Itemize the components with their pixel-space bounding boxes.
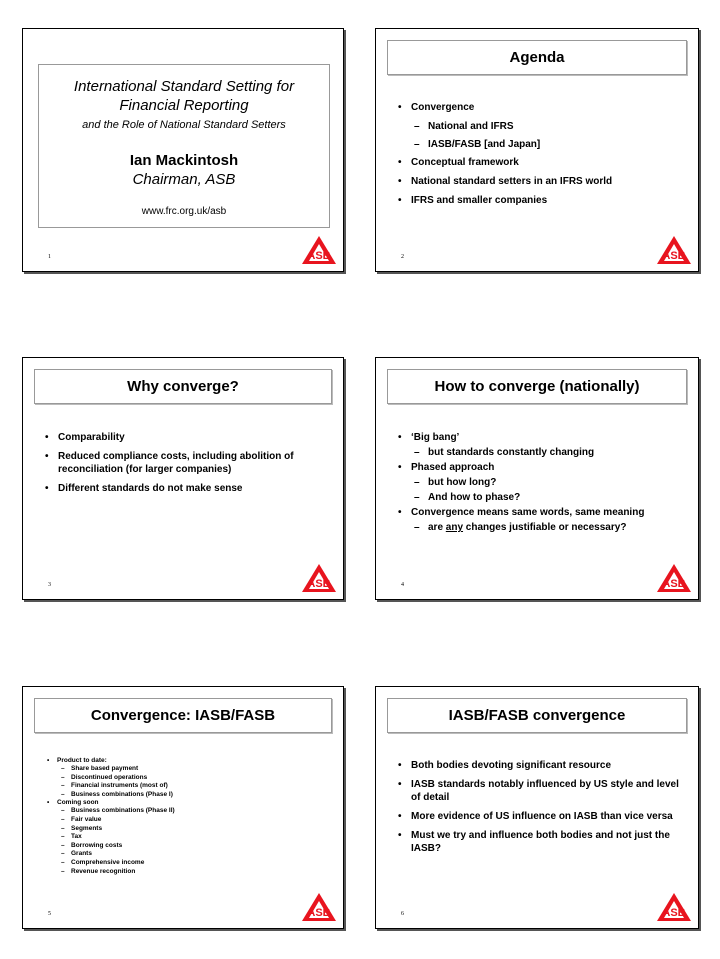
presenter-role: Chairman, ASB: [132, 171, 236, 188]
bullet-icon: •: [398, 779, 402, 790]
bullet-item: • Reduced compliance costs, including abolition of reconciliation (for larger companies): [45, 451, 294, 475]
bullet-item: • Both bodies devoting significant resource: [398, 760, 612, 771]
dash-icon: –: [61, 790, 65, 798]
bullet-item: • IFRS and smaller companies: [398, 195, 548, 206]
asb-logo-icon: [656, 563, 692, 593]
bullet-icon: •: [398, 102, 402, 113]
sub-bullet-item: – are any changes justifiable or necessary?: [414, 522, 627, 533]
asb-logo-icon: [656, 892, 692, 922]
slide-title: Convergence: IASB/FASB: [34, 698, 332, 733]
slide-4: [375, 357, 699, 600]
bullet-item: • Convergence means same words, same meaning: [398, 507, 645, 518]
bullet-icon: •: [398, 462, 402, 473]
dash-icon: –: [414, 447, 420, 458]
slide-title: Why converge?: [34, 369, 332, 404]
page-number: 3: [48, 582, 51, 588]
bullet-icon: •: [47, 757, 50, 764]
presenter-name: Ian Mackintosh: [129, 152, 239, 169]
bullet-icon: •: [398, 760, 402, 771]
dash-icon: –: [414, 139, 420, 150]
slide-title: Agenda: [387, 40, 687, 75]
slide-body: [398, 431, 684, 539]
slide-title: IASB/FASB convergence: [387, 698, 687, 733]
sub-bullet-item: – Tax: [61, 833, 82, 841]
dash-icon: –: [414, 477, 420, 488]
bullet-item: • Phased approach: [398, 462, 495, 473]
asb-logo-icon: [301, 235, 337, 265]
bullet-item: • Different standards do not make sense: [45, 483, 243, 494]
bullet-icon: •: [45, 432, 49, 443]
asb-logo-icon: [301, 892, 337, 922]
slide-body: [398, 101, 684, 213]
dash-icon: –: [61, 850, 65, 858]
page-number: 5: [48, 911, 51, 917]
sub-bullet-item: – Share based payment: [61, 765, 139, 772]
bullet-icon: •: [45, 451, 49, 462]
dash-icon: –: [61, 824, 65, 832]
bullet-item: • Conceptual framework: [398, 157, 519, 168]
slide-3: [22, 357, 344, 600]
bullet-icon: •: [398, 811, 402, 822]
bullet-item: • Must we try and influence both bodies and not just the IASB?: [398, 830, 670, 854]
dash-icon: –: [61, 841, 65, 849]
slide-body: [398, 759, 686, 861]
dash-icon: –: [61, 815, 65, 823]
slide-body: [45, 431, 313, 501]
page-number: 2: [401, 254, 404, 260]
sub-bullet-item: – Fair value: [61, 815, 102, 823]
sub-bullet-item: – Revenue recognition: [61, 867, 136, 875]
bullet-item: • Comparability: [45, 432, 125, 443]
slide-2: [375, 28, 699, 272]
bullet-icon: •: [398, 432, 402, 443]
asb-logo-icon: [301, 563, 337, 593]
bullet-item: • Coming soon: [47, 799, 99, 807]
slide-1: [22, 28, 344, 272]
dash-icon: –: [61, 858, 65, 866]
sub-bullet-item: – but standards constantly changing: [414, 447, 595, 458]
asb-logo-icon: [656, 235, 692, 265]
dash-icon: –: [61, 867, 65, 875]
bullet-item: • ‘Big bang’: [398, 432, 460, 443]
slide-title: How to converge (nationally): [387, 369, 687, 404]
dash-icon: –: [61, 833, 65, 841]
bullet-item: • National standard setters in an IFRS world: [398, 176, 613, 187]
bullet-item: • More evidence of US influence on IASB than vice versa: [398, 811, 673, 822]
bullet-icon: •: [45, 483, 49, 494]
dash-icon: –: [414, 522, 420, 533]
dash-icon: –: [414, 492, 420, 503]
website-link[interactable]: www.frc.org.uk/asb: [141, 206, 227, 217]
sub-bullet-item: – Borrowing costs: [61, 841, 123, 849]
title-line-1: International Standard Setting for: [73, 78, 295, 95]
page-number: 1: [48, 254, 51, 260]
sub-bullet-item: – And how to phase?: [414, 492, 521, 503]
bullet-icon: •: [47, 799, 50, 807]
bullet-icon: •: [398, 157, 402, 168]
bullet-icon: •: [398, 176, 402, 187]
sub-bullet-item: – Business combinations (Phase II): [61, 807, 175, 815]
title-card: [38, 64, 330, 228]
slide-6: [375, 686, 699, 929]
page-number: 6: [401, 911, 404, 917]
sub-bullet-item: – Grants: [61, 850, 92, 858]
bullet-icon: •: [398, 507, 402, 518]
sub-bullet-item: – Comprehensive income: [61, 858, 145, 866]
slide-5: [22, 686, 344, 929]
presentation-subtitle: and the Role of National Standard Setters: [82, 119, 286, 131]
bullet-item: • IASB standards notably influenced by US style and level of detail: [398, 779, 679, 803]
dash-icon: –: [414, 121, 420, 132]
sub-bullet-item: – National and IFRS: [414, 121, 514, 132]
dash-icon: –: [61, 773, 65, 781]
sub-bullet-item: – Financial instruments (most of): [61, 782, 168, 790]
page-number: 4: [401, 582, 404, 588]
title-line-2: Financial Reporting: [119, 97, 249, 114]
dash-icon: –: [61, 765, 65, 772]
bullet-item: • Convergence: [398, 102, 475, 113]
sub-bullet-item: – Discontinued operations: [61, 773, 148, 781]
sub-bullet-item: – Business combinations (Phase I): [61, 790, 173, 798]
bullet-icon: •: [398, 830, 402, 841]
sub-bullet-item: – but how long?: [414, 477, 497, 488]
bullet-icon: •: [398, 195, 402, 206]
dash-icon: –: [61, 807, 65, 815]
presentation-title: [39, 77, 329, 115]
bullet-item: • Product to date:: [47, 757, 107, 764]
sub-bullet-item: – Segments: [61, 824, 103, 832]
slide-body: [47, 757, 329, 876]
dash-icon: –: [61, 782, 65, 790]
sub-bullet-item: – IASB/FASB [and Japan]: [414, 139, 541, 150]
